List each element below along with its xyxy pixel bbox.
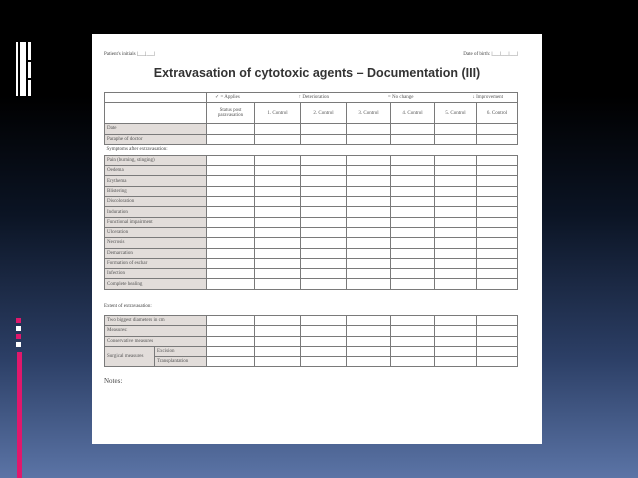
table-row	[105, 134, 518, 144]
entry-cell[interactable]	[347, 336, 391, 346]
entry-cell[interactable]	[391, 346, 435, 356]
entry-cell[interactable]	[207, 155, 255, 165]
entry-cell[interactable]	[347, 166, 391, 176]
table-row	[105, 124, 518, 134]
entry-cell[interactable]	[477, 207, 518, 217]
entry-cell[interactable]	[347, 227, 391, 237]
entry-cell[interactable]	[301, 316, 347, 326]
entry-cell[interactable]	[255, 134, 301, 144]
documentation-table	[104, 92, 518, 290]
entry-cell[interactable]	[391, 258, 435, 268]
col-status-post: Status post paravasation	[207, 103, 255, 124]
entry-cell[interactable]	[477, 176, 518, 186]
entry-cell[interactable]	[255, 166, 301, 176]
entry-cell[interactable]	[477, 346, 518, 356]
entry-cell[interactable]	[255, 155, 301, 165]
entry-cell[interactable]	[207, 186, 255, 196]
entry-cell[interactable]	[477, 269, 518, 279]
table-row	[105, 346, 518, 356]
entry-cell[interactable]	[255, 197, 301, 207]
documentation-sheet	[92, 34, 542, 444]
row-label: Demarcation	[105, 248, 207, 258]
entry-cell[interactable]	[391, 166, 435, 176]
entry-cell[interactable]	[391, 227, 435, 237]
entry-cell[interactable]	[255, 227, 301, 237]
entry-cell[interactable]	[207, 316, 255, 326]
entry-cell[interactable]	[435, 316, 477, 326]
entry-cell[interactable]	[207, 134, 255, 144]
col-control-4: 4. Control	[391, 103, 435, 124]
row-label: Measures:	[105, 326, 207, 336]
entry-cell[interactable]	[347, 217, 391, 227]
legend-improvement: ↓ Improvement	[472, 95, 504, 101]
row-label: Formation of eschar	[105, 258, 207, 268]
entry-cell[interactable]	[255, 176, 301, 186]
row-label: Complete healing	[105, 279, 207, 289]
entry-cell[interactable]	[391, 176, 435, 186]
entry-cell[interactable]	[255, 186, 301, 196]
entry-cell[interactable]	[207, 166, 255, 176]
entry-cell[interactable]	[477, 227, 518, 237]
entry-cell[interactable]	[207, 248, 255, 258]
legend-applies: ✓ = Applies	[215, 95, 240, 101]
entry-cell[interactable]	[435, 326, 477, 336]
entry-cell[interactable]	[301, 176, 347, 186]
entry-cell[interactable]	[391, 217, 435, 227]
entry-cell[interactable]	[435, 269, 477, 279]
entry-cell[interactable]	[255, 207, 301, 217]
entry-cell[interactable]	[435, 238, 477, 248]
entry-cell[interactable]	[301, 207, 347, 217]
entry-cell[interactable]	[255, 124, 301, 134]
entry-cell[interactable]	[435, 207, 477, 217]
table-row	[105, 227, 518, 237]
entry-cell[interactable]	[391, 134, 435, 144]
entry-cell[interactable]	[435, 248, 477, 258]
entry-cell[interactable]	[347, 269, 391, 279]
entry-cell[interactable]	[435, 279, 477, 289]
entry-cell[interactable]	[391, 357, 435, 367]
page-title: Extravasation of cytotoxic agents – Documentation (III)	[153, 66, 481, 80]
row-label: Infection	[105, 269, 207, 279]
entry-cell[interactable]	[255, 336, 301, 346]
entry-cell[interactable]	[435, 346, 477, 356]
entry-cell[interactable]	[301, 336, 347, 346]
row-label: Necrosis	[105, 238, 207, 248]
entry-cell[interactable]	[477, 166, 518, 176]
entry-cell[interactable]	[301, 217, 347, 227]
row-label: Erythema	[105, 176, 207, 186]
entry-cell[interactable]	[347, 176, 391, 186]
entry-cell[interactable]	[255, 248, 301, 258]
entry-cell[interactable]	[477, 134, 518, 144]
table-row	[105, 357, 518, 367]
row-label: Conservative measures	[105, 336, 207, 346]
row-label: Two biggest diameters in cm	[105, 316, 207, 326]
table-row	[105, 238, 518, 248]
row-label: Pain (burning, stinging)	[105, 155, 207, 165]
entry-cell[interactable]	[301, 227, 347, 237]
entry-cell[interactable]	[435, 134, 477, 144]
date-of-birth: Date of birth: |___|___|___|	[463, 52, 518, 57]
entry-cell[interactable]	[301, 248, 347, 258]
entry-cell[interactable]	[435, 176, 477, 186]
entry-cell[interactable]	[477, 357, 518, 367]
table-row	[105, 326, 518, 336]
entry-cell[interactable]	[207, 176, 255, 186]
entry-cell[interactable]	[477, 197, 518, 207]
extent-table	[104, 315, 518, 367]
entry-cell[interactable]	[255, 258, 301, 268]
entry-cell[interactable]	[347, 316, 391, 326]
entry-cell[interactable]	[435, 336, 477, 346]
entry-cell[interactable]	[207, 279, 255, 289]
entry-cell[interactable]	[207, 238, 255, 248]
entry-cell[interactable]	[391, 207, 435, 217]
entry-cell[interactable]	[347, 258, 391, 268]
col-control-6: 6. Control	[477, 103, 518, 124]
entry-cell[interactable]	[301, 134, 347, 144]
row-label: Date	[105, 124, 207, 134]
entry-cell[interactable]	[255, 346, 301, 356]
table-row	[105, 316, 518, 326]
entry-cell[interactable]	[301, 326, 347, 336]
entry-cell[interactable]	[435, 217, 477, 227]
table-row	[105, 166, 518, 176]
entry-cell[interactable]	[477, 258, 518, 268]
entry-cell[interactable]	[301, 258, 347, 268]
entry-cell[interactable]	[435, 357, 477, 367]
table-row	[105, 269, 518, 279]
entry-cell[interactable]	[477, 186, 518, 196]
entry-cell[interactable]	[301, 197, 347, 207]
patient-initials: Patient's initials |___|___|	[104, 52, 155, 57]
table-row	[105, 197, 518, 207]
entry-cell[interactable]	[207, 336, 255, 346]
entry-cell[interactable]	[477, 336, 518, 346]
col-control-1: 1. Control	[255, 103, 301, 124]
entry-cell[interactable]	[391, 124, 435, 134]
entry-cell[interactable]	[391, 197, 435, 207]
legend	[207, 93, 518, 103]
legend-no-change: = No change	[387, 95, 414, 101]
table-row	[105, 186, 518, 196]
entry-cell[interactable]	[477, 316, 518, 326]
entry-cell[interactable]	[435, 124, 477, 134]
entry-cell[interactable]	[207, 207, 255, 217]
entry-cell[interactable]	[391, 316, 435, 326]
entry-cell[interactable]	[301, 357, 347, 367]
table-row	[105, 207, 518, 217]
entry-cell[interactable]	[301, 186, 347, 196]
entry-cell[interactable]	[347, 124, 391, 134]
row-label: Discoloration	[105, 197, 207, 207]
column-header-row	[105, 103, 518, 124]
entry-cell[interactable]	[347, 357, 391, 367]
entry-cell[interactable]	[301, 238, 347, 248]
entry-cell[interactable]	[301, 279, 347, 289]
row-label: Ulceration	[105, 227, 207, 237]
entry-cell[interactable]	[255, 279, 301, 289]
entry-cell[interactable]	[301, 155, 347, 165]
entry-cell[interactable]	[347, 134, 391, 144]
entry-cell[interactable]	[435, 227, 477, 237]
entry-cell[interactable]	[255, 326, 301, 336]
entry-cell[interactable]	[391, 269, 435, 279]
entry-cell[interactable]	[301, 124, 347, 134]
surgical-measures-label: Surgical measures	[105, 346, 155, 367]
entry-cell[interactable]	[207, 217, 255, 227]
table-row	[105, 176, 518, 186]
surgical-transplantation-label: Transplantation	[155, 357, 207, 367]
entry-cell[interactable]	[301, 346, 347, 356]
entry-cell[interactable]	[347, 279, 391, 289]
entry-cell[interactable]	[391, 326, 435, 336]
entry-cell[interactable]	[477, 326, 518, 336]
entry-cell[interactable]	[255, 269, 301, 279]
entry-cell[interactable]	[347, 326, 391, 336]
col-control-2: 2. Control	[301, 103, 347, 124]
symptoms-section-row	[105, 144, 518, 155]
entry-cell[interactable]	[207, 326, 255, 336]
entry-cell[interactable]	[477, 217, 518, 227]
entry-cell[interactable]	[435, 155, 477, 165]
entry-cell[interactable]	[207, 197, 255, 207]
legend-row	[105, 93, 518, 103]
entry-cell[interactable]	[391, 336, 435, 346]
entry-cell[interactable]	[255, 238, 301, 248]
entry-cell[interactable]	[391, 238, 435, 248]
entry-cell[interactable]	[391, 186, 435, 196]
entry-cell[interactable]	[207, 269, 255, 279]
entry-cell[interactable]	[347, 238, 391, 248]
entry-cell[interactable]	[301, 166, 347, 176]
entry-cell[interactable]	[347, 248, 391, 258]
table-row	[105, 279, 518, 289]
row-label: Blistering	[105, 186, 207, 196]
entry-cell[interactable]	[391, 155, 435, 165]
entry-cell[interactable]	[255, 316, 301, 326]
table-row	[105, 258, 518, 268]
table-row	[105, 336, 518, 346]
entry-cell[interactable]	[435, 166, 477, 176]
entry-cell[interactable]	[347, 207, 391, 217]
entry-cell[interactable]	[477, 279, 518, 289]
entry-cell[interactable]	[477, 248, 518, 258]
entry-cell[interactable]	[347, 197, 391, 207]
entry-cell[interactable]	[477, 124, 518, 134]
entry-cell[interactable]	[207, 258, 255, 268]
entry-cell[interactable]	[391, 279, 435, 289]
entry-cell[interactable]	[435, 258, 477, 268]
entry-cell[interactable]	[347, 155, 391, 165]
entry-cell[interactable]	[255, 217, 301, 227]
table-row	[105, 155, 518, 165]
entry-cell[interactable]	[391, 248, 435, 258]
entry-cell[interactable]	[477, 238, 518, 248]
entry-cell[interactable]	[477, 155, 518, 165]
row-label: Induration	[105, 207, 207, 217]
entry-cell[interactable]	[255, 357, 301, 367]
row-label: Functional impairment	[105, 217, 207, 227]
entry-cell[interactable]	[347, 346, 391, 356]
decorative-pink-line	[17, 352, 22, 478]
row-label: Paraphe of doctor	[105, 134, 207, 144]
entry-cell[interactable]	[301, 269, 347, 279]
table-row	[105, 248, 518, 258]
extent-section-label: Extent of extravasation:	[104, 304, 152, 309]
entry-cell[interactable]	[347, 186, 391, 196]
col-control-5: 5. Control	[435, 103, 477, 124]
entry-cell[interactable]	[207, 346, 255, 356]
col-control-3: 3. Control	[347, 103, 391, 124]
row-label: Oedema	[105, 166, 207, 176]
entry-cell[interactable]	[207, 227, 255, 237]
table-row	[105, 217, 518, 227]
notes-label: Notes:	[104, 377, 123, 385]
entry-cell[interactable]	[207, 124, 255, 134]
entry-cell[interactable]	[207, 357, 255, 367]
surgical-excision-label: Excision	[155, 346, 207, 356]
entry-cell[interactable]	[435, 186, 477, 196]
legend-deterioration: ↑ Deterioration	[298, 95, 330, 101]
symptoms-section-label: Symptoms after extravasation:	[106, 147, 168, 153]
entry-cell[interactable]	[435, 197, 477, 207]
